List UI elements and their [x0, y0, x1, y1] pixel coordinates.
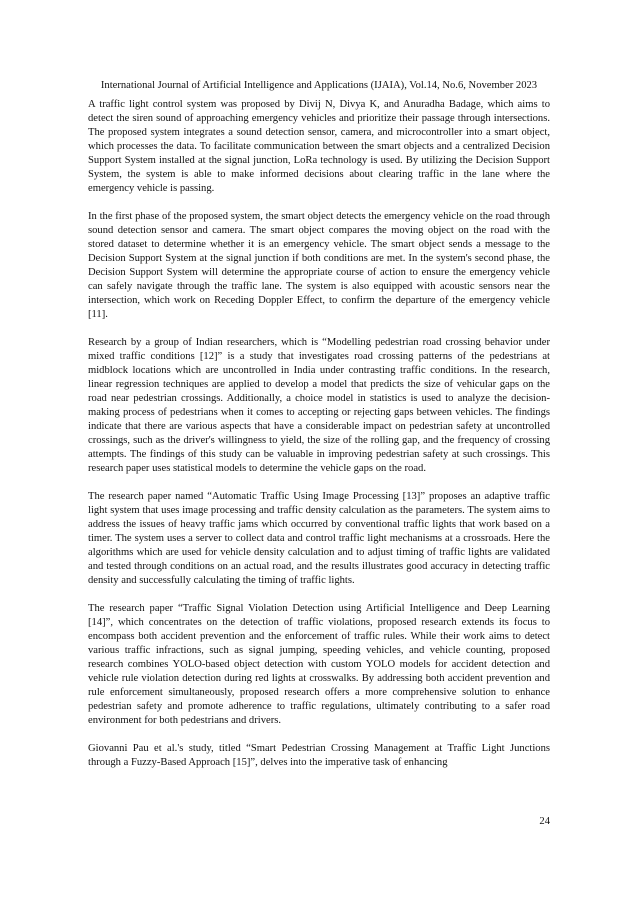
page-number: 24 — [539, 816, 550, 827]
paragraph-smart-object-phases: In the first phase of the proposed system, the smart object detects the emergency vehicle on the road through sound detection sensor and camera. The smart object compares the moving object on the road with the stored dataset to determine whether it is an emergency vehicle. The smart object sends a message to the Decision Support System at the signal junction if both conditions are met. In the system's second phase, the Decision Support System will determine the appropriate course of action to ensure the emergency vehicle can safely navigate through the traffic lane. The system is also equipped with acoustic sensors near the intersection, which work on Receding Doppler Effect, to confirm the departure of the emergency vehicle [11]. — [88, 211, 550, 320]
paragraph-signal-violation-detection: The research paper “Traffic Signal Violation Detection using Artificial Intelligence and Deep Learning [14]”, which concentrates on the detection of traffic violations, proposed research extends its focus to encompass both accident prevention and the enforcement of traffic rules. While their work aims to detect various traffic infractions, such as signal jumping, speeding vehicles, and vehicle counting, proposed research combines YOLO-based object detection with custom YOLO models for accident detection and vehicle rule violation detection during red lights at crosswalks. By addressing both accident prevention and rule enforcement simultaneously, proposed research offers a more comprehensive solution to enhance pedestrian safety and promote adherence to traffic regulations, ultimately contributing to a safer road environment for both pedestrians and drivers. — [88, 603, 550, 726]
body-text — [88, 98, 550, 784]
paragraph-divij-traffic-light: A traffic light control system was proposed by Divij N, Divya K, and Anuradha Badage, which aims to detect the siren sound of approaching emergency vehicles and prioritize their passage through intersections. The proposed system integrates a sound detection sensor, camera, and microcontroller into a smart object, which processes the data. To facilitate communication between the smart objects and a centralized Decision Support System installed at the signal junction, LoRa technology is used. By utilizing the Decision Support System, the system is able to make informed decisions about clearing traffic in the lane where the emergency vehicle is passing. — [88, 99, 550, 194]
paragraph-fuzzy-based-approach: Giovanni Pau et al.'s study, titled “Smart Pedestrian Crossing Management at Traffic Light Junctions through a Fuzzy-Based Approach [15]”, delves into the imperative task of enhancing — [88, 743, 550, 768]
paragraph-pedestrian-crossing-behavior: Research by a group of Indian researchers, which is “Modelling pedestrian road crossing behavior under mixed traffic conditions [12]” is a study that investigates road crossing patterns of the pedestrians at midblock locations which are uncontrolled in India under contrasting traffic conditions. In the research, linear regression techniques are applied to develop a model that predicts the size of vehicular gaps on the road near pedestrian crossings. Additionally, a choice model in statistics is used to analyze the decision-making process of pedestrians when it comes to accepting or rejecting gaps between vehicles. The findings indicate that there are various aspects that have a considerable impact on pedestrian safety at uncontrolled crossings, such as the driver's willingness to yield, the size of the rolling gap, and the frequency of crossing attempts. The findings of this study can be valuable in improving pedestrian safety at such crossings. This research paper uses statistical models to determine the vehicle gaps on the road. — [88, 337, 550, 474]
running-header: International Journal of Artificial Intelligence and Applications (IJAIA), Vol.14, No.6, November 2023 — [100, 80, 538, 91]
paragraph-automatic-traffic-image-processing: The research paper named “Automatic Traffic Using Image Processing [13]” proposes an adaptive traffic light system that uses image processing and traffic density calculation as the parameters. The system aims to address the issues of heavy traffic jams which occurred by conventional traffic lights that work based on a timer. The system uses a server to collect data and control traffic light mechanisms at a crossroads. Here the algorithms which are used for vehicle density calculation and to adjust timing of traffic lights are validated and tested through conditions on an actual road, and the results illustrates good accuracy in detecting traffic density and successfully calculating the timing of traffic lights. — [88, 491, 550, 586]
